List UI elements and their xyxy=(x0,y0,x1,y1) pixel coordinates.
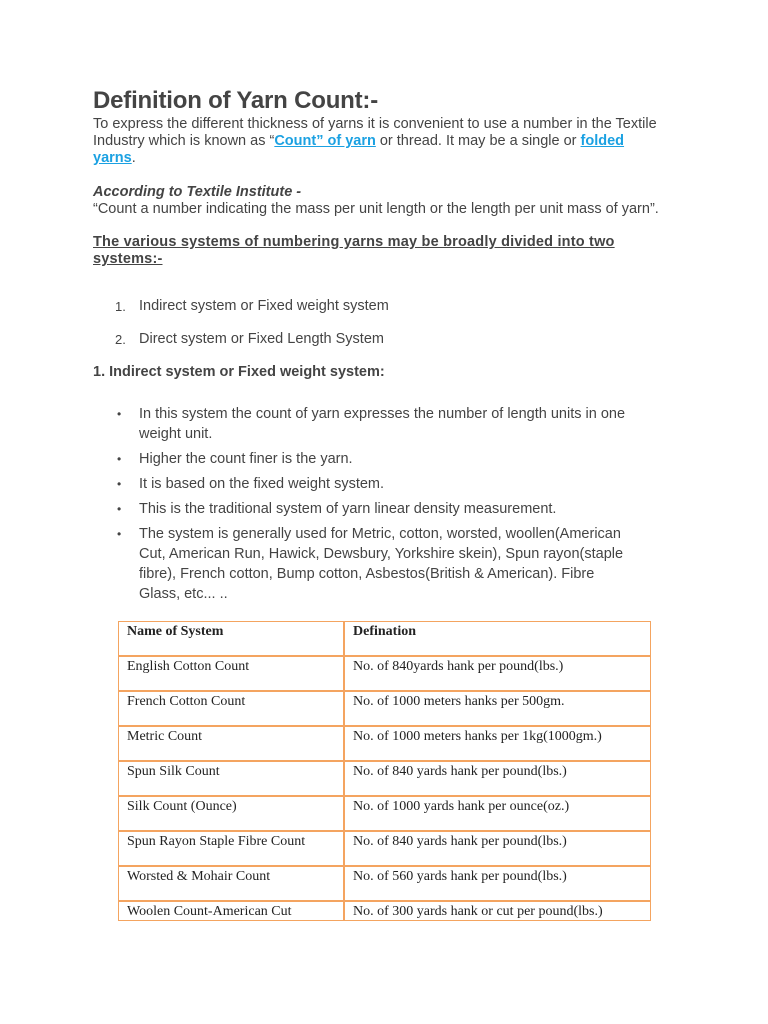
table-cell: Spun Rayon Staple Fibre Count xyxy=(118,831,344,866)
table-cell: No. of 840 yards hank per pound(lbs.) xyxy=(344,831,651,866)
systems-list xyxy=(93,298,663,348)
table-cell: Silk Count (Ounce) xyxy=(118,796,344,831)
table-header-cell: Name of System xyxy=(118,621,344,656)
table-header-row xyxy=(118,621,651,656)
table-row xyxy=(118,901,651,921)
table-cell: French Cotton Count xyxy=(118,691,344,726)
bullet-icon: • xyxy=(117,452,122,466)
table-cell: No. of 1000 yards hank per ounce(oz.) xyxy=(344,796,651,831)
table-row xyxy=(118,761,651,796)
table-row xyxy=(118,866,651,901)
institute-heading: According to Textile Institute - xyxy=(93,184,302,200)
list-number: 1. xyxy=(115,299,126,314)
list-item xyxy=(93,298,663,315)
bullet-text: Higher the count finer is the yarn. xyxy=(139,451,353,467)
institute-quote: “Count a number indicating the mass per unit length or the length per unit mass of yarn”. xyxy=(93,201,659,217)
folded-yarns-link[interactable]: folded yarns xyxy=(93,133,625,166)
list-item xyxy=(93,524,663,604)
list-item-label: Indirect system or Fixed weight system xyxy=(139,298,389,314)
intro-text-2: or thread. It may be a single or xyxy=(375,133,581,149)
table-cell: English Cotton Count xyxy=(118,656,344,691)
list-item xyxy=(93,499,663,519)
yarn-count-table xyxy=(118,621,651,921)
bullet-text: It is based on the fixed weight system. xyxy=(139,476,385,492)
table-cell: Worsted & Mohair Count xyxy=(118,866,344,901)
table-cell: No. of 300 yards hank or cut per pound(lbs.) xyxy=(344,901,651,921)
bullet-icon: • xyxy=(117,527,122,541)
bullet-icon: • xyxy=(117,502,122,516)
systems-heading: The various systems of numbering yarns may be broadly divided into two systems:- xyxy=(93,234,615,267)
table-cell: No. of 840yards hank per pound(lbs.) xyxy=(344,656,651,691)
table-row xyxy=(118,656,651,691)
intro-paragraph xyxy=(93,116,663,167)
table-row xyxy=(118,691,651,726)
bullet-icon: • xyxy=(117,407,122,421)
page-title: Definition of Yarn Count:- xyxy=(93,87,378,114)
document-page xyxy=(93,86,663,609)
table-cell: Woolen Count-American Cut xyxy=(118,901,344,921)
table-cell: No. of 840 yards hank per pound(lbs.) xyxy=(344,761,651,796)
table-cell: No. of 1000 meters hanks per 1kg(1000gm.) xyxy=(344,726,651,761)
bullet-text: The system is generally used for Metric, cotton, worsted, woollen(American Cut, American Run, Hawick, Dewsbury, Yorkshire skein), Spun rayon(staple fibre), French cotton, Bump cotton, Asbestos(British & American). Fibre Glass, etc... .. xyxy=(139,526,624,602)
list-item xyxy=(93,331,663,348)
count-of-yarn-link[interactable]: Count” of yarn xyxy=(274,133,376,149)
intro-text-1: To express the different thickness of yarns it is convenient to use a number in the Textile Industry which is known as “ xyxy=(93,116,657,149)
table-header-cell: Defination xyxy=(344,621,651,656)
section-heading: 1. Indirect system or Fixed weight system: xyxy=(93,364,385,380)
table-cell: No. of 1000 meters hanks per 500gm. xyxy=(344,691,651,726)
list-item xyxy=(93,449,663,469)
table-row xyxy=(118,831,651,866)
list-item xyxy=(93,404,663,444)
list-item xyxy=(93,474,663,494)
bullet-icon: • xyxy=(117,477,122,491)
bullet-list xyxy=(93,404,663,604)
table-cell: Metric Count xyxy=(118,726,344,761)
table-row xyxy=(118,726,651,761)
bullet-text: This is the traditional system of yarn linear density measurement. xyxy=(139,501,557,517)
table-row xyxy=(118,796,651,831)
bullet-text: In this system the count of yarn expresses the number of length units in one weight unit. xyxy=(139,406,626,442)
list-number: 2. xyxy=(115,332,126,347)
table-cell: No. of 560 yards hank per pound(lbs.) xyxy=(344,866,651,901)
intro-text-3: . xyxy=(131,150,136,166)
list-item-label: Direct system or Fixed Length System xyxy=(139,331,384,347)
table-cell: Spun Silk Count xyxy=(118,761,344,796)
